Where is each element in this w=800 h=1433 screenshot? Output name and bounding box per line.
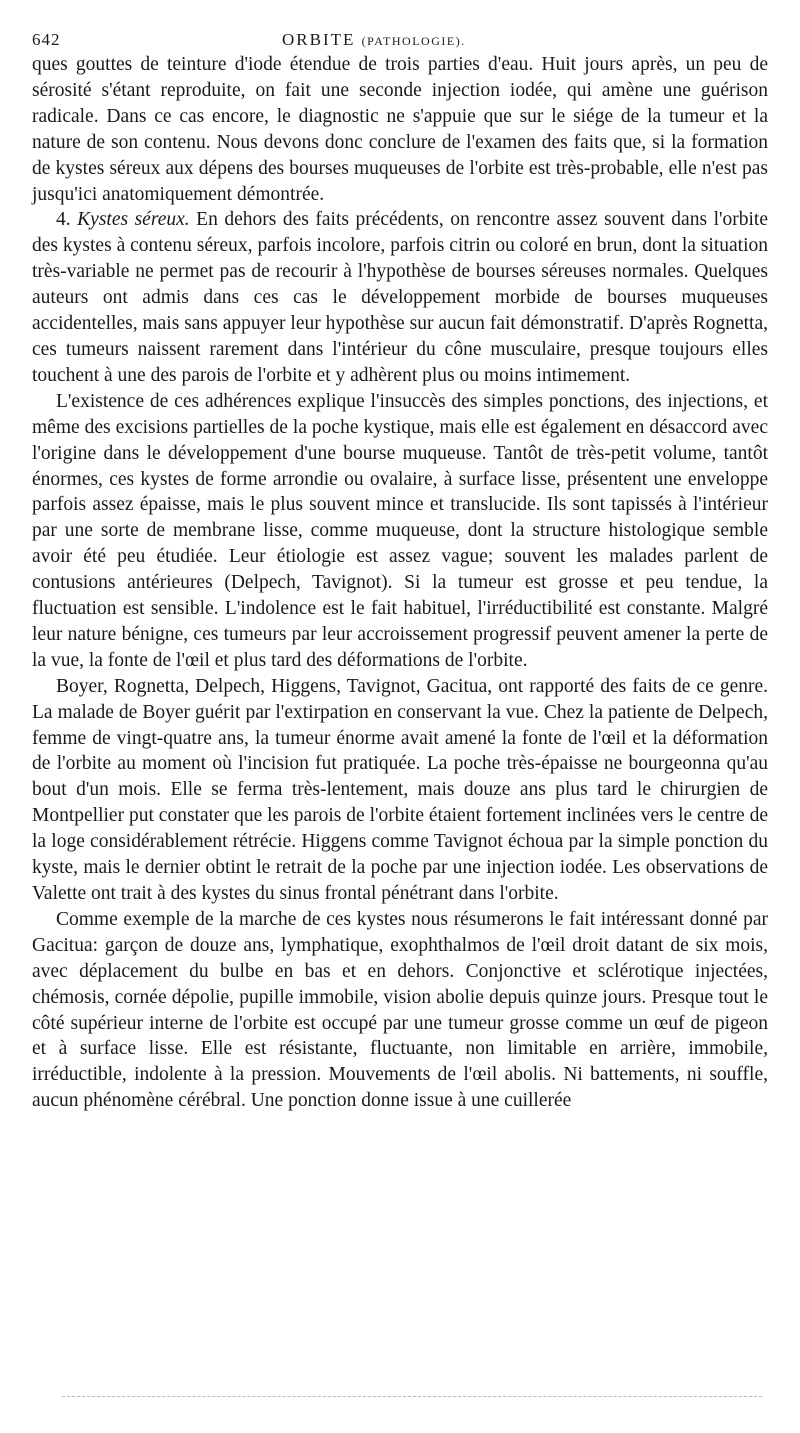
running-title bbox=[282, 30, 466, 50]
paragraph-continuation: ques gouttes de teinture d'iode étendue de trois parties d'eau. Huit jours après, un peu de sérosité s'étant reproduite, on fait une seconde injection iodée, qui amène une guérison radicale. Dans ce cas encore, le diagnostic ne s'appuie que sur le siége de la tumeur et la nature de son contenu. Nous devons donc conclure de l'examen des faits que, si la formation de kystes séreux aux dépens des bourses muqueuses de l'orbite est très-probable, elle n'est pas jusqu'ici anatomiquement démontrée. bbox=[32, 54, 768, 205]
paragraph-cases: Boyer, Rognetta, Delpech, Higgens, Tavignot, Gacitua, ont rapporté des faits de ce genre. La malade de Boyer guérit par l'extirpation en conservant la vue. Chez la patiente de Delpech, femme de vingt-quatre ans, la tumeur énorme avait amené la fonte de l'œil et la déformation de l'orbite au moment où l'incision fut pratiquée. La poche très-épaisse ne bourgeonna qu'au bout d'un mois. Elle se ferma très-lentement, mais douze ans plus tard le chirurgien de Montpellier put constater que les parois de l'orbite étaient fortement inclinées vers le centre de la loge considérablement rétrécie. Higgens comme Tavignot échoua par la simple ponction du kyste, mais le dernier obtint le retrait de la poche par une injection iodée. Les observations de Valette ont trait à des kystes du sinus frontal pénétrant dans l'orbite. bbox=[32, 675, 768, 904]
paragraph-kystes-sereux bbox=[32, 207, 768, 388]
running-title-main: ORBITE bbox=[282, 30, 356, 49]
section-title: Kystes séreux. bbox=[77, 209, 190, 231]
running-title-subtitle: (PATHOLOGIE). bbox=[361, 34, 466, 48]
section-number: 4. bbox=[56, 209, 71, 231]
running-head bbox=[32, 22, 768, 52]
section-text: En dehors des faits précédents, on rencontre assez souvent dans l'orbite des kystes à contenu séreux, parfois incolore, parfois citrin ou coloré en brun, dont la situation très-variable ne permet pas de recourir à l'hypothèse de bourses séreuses normales. Quelques auteurs ont admis dans ces cas le développement morbide de bourses muqueuses accidentelles, mais sans appuyer leur hypothèse sur aucun fait démonstratif. D'après Rognetta, ces tumeurs naissent rarement dans l'intérieur du cône musculaire, presque toujours elles touchent à une des parois de l'orbite et y adhèrent plus ou moins intimement. bbox=[32, 209, 768, 386]
paragraph-adherences: L'existence de ces adhérences explique l'insuccès des simples ponctions, des injections, et même des excisions partielles de la poche kystique, mais elle est également en désaccord avec l'origine dans le développement d'une bourse muqueuse. Tantôt de très-petit volume, tantôt énormes, ces kystes de forme arrondie ou ovalaire, à surface lisse, présentent une enveloppe parfois assez épaisse, mais le plus souvent mince et translucide. Ils sont tapissés à l'intérieur par une sorte de membrane lisse, comme muqueuse, dont la structure histologique semble avoir été peu étudiée. Leur étiologie est assez vague; souvent les malades parlent de contusions antérieures (Delpech, Tavignot). Si la tumeur est grosse et peu tendue, la fluctuation est sensible. L'indolence est le fait habituel, l'irréductibilité est constante. Malgré leur nature bénigne, ces tumeurs par leur accroissement progressif peuvent amener la perte de la vue, la fonte de l'œil et plus tard des déformations de l'orbite. bbox=[32, 390, 768, 671]
body-text bbox=[32, 52, 768, 1114]
paragraph-gacitua: Comme exemple de la marche de ces kystes nous résumerons le fait intéressant donné par Gacitua: garçon de douze ans, lymphatique, exophthalmos de l'œil droit datant de six mois, avec déplacement du bulbe en bas et en dehors. Conjonctive et sclérotique injectées, chémosis, cornée dépolie, pupille immobile, vision abolie depuis quinze jours. Presque tout le côté supérieur interne de l'orbite est occupé par une tumeur grosse comme un œuf de pigeon et à surface lisse. Elle est résistante, fluctuante, non limitable en arrière, immobile, irréductible, indolente à la pression. Mouvements de l'œil abolis. Ni battements, ni souffle, aucun phénomène cérébral. Une ponction donne issue à une cuillerée bbox=[32, 908, 768, 1112]
page-number: 642 bbox=[32, 30, 61, 49]
footer-rule bbox=[62, 1396, 762, 1397]
book-page bbox=[32, 22, 768, 1114]
